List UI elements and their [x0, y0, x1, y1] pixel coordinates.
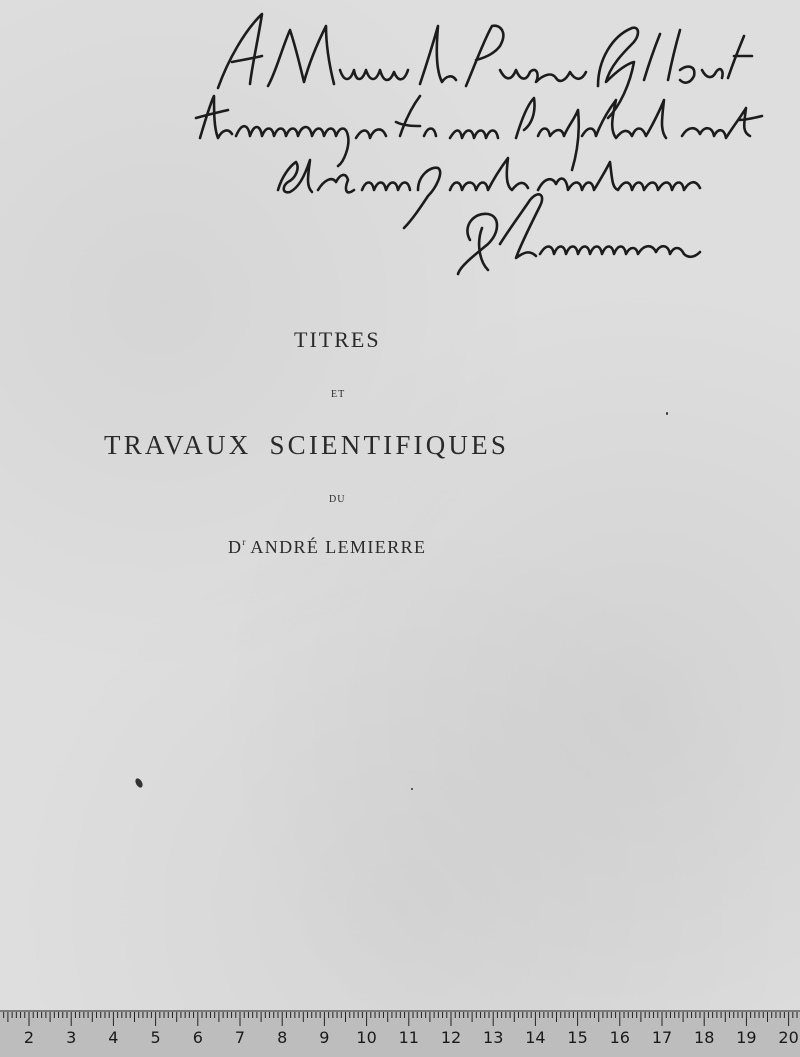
author-prefix: D	[228, 537, 243, 557]
title-line-travaux-scientifiques	[104, 430, 509, 461]
ruler-number: 20	[778, 1028, 799, 1047]
ruler-number: 17	[651, 1028, 673, 1047]
ruler-number: 16	[609, 1028, 630, 1047]
measuring-ruler	[0, 1010, 800, 1057]
ruler-number: 4	[108, 1028, 119, 1047]
title-word-scientifiques: SCIENTIFIQUES	[269, 430, 510, 460]
ink-speck	[666, 412, 668, 415]
author-line	[228, 537, 426, 558]
ruler-number: 8	[277, 1028, 288, 1047]
ruler-number: 3	[66, 1028, 77, 1047]
ruler-number: 11	[398, 1028, 419, 1047]
title-line-et: ET	[331, 389, 346, 400]
title-word-travaux: TRAVAUX	[104, 430, 252, 460]
ruler-number: 12	[440, 1028, 462, 1047]
ruler-number: 6	[192, 1028, 203, 1047]
ruler-number: 9	[319, 1028, 330, 1047]
author-name: ANDRÉ LEMIERRE	[245, 537, 427, 557]
title-line-titres: TITRES	[294, 327, 381, 352]
ruler-number: 2	[23, 1028, 35, 1047]
ink-speck	[411, 788, 413, 790]
author-prefix-sup: r	[242, 537, 246, 547]
ruler-number: 13	[483, 1028, 504, 1047]
title-line-du: DU	[329, 494, 346, 505]
ruler-number: 19	[736, 1028, 757, 1047]
ruler-number: 7	[234, 1028, 246, 1047]
ruler-number: 10	[356, 1028, 377, 1047]
ruler-number: 14	[525, 1028, 546, 1047]
ruler-number: 15	[567, 1028, 588, 1047]
ruler-number: 5	[150, 1028, 161, 1047]
ruler-number: 18	[694, 1028, 715, 1047]
ink-speck	[134, 777, 144, 789]
